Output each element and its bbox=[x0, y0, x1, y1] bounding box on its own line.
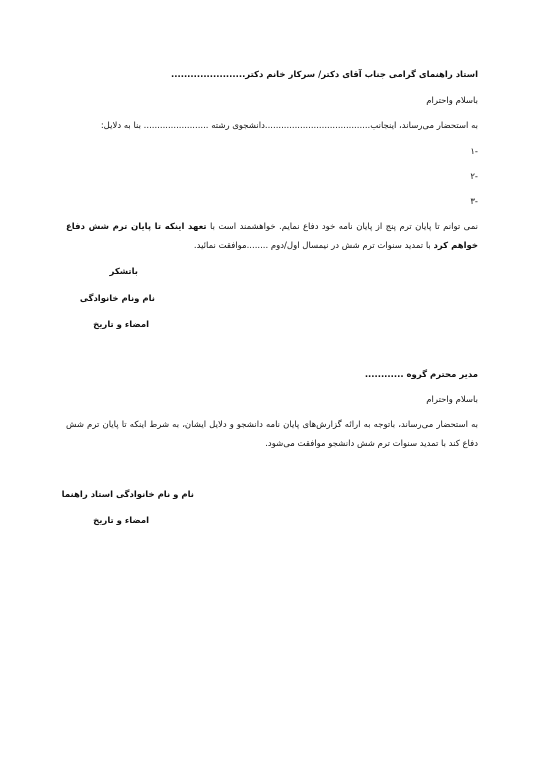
letter2-heading: مدیر محترم گروه ............ bbox=[364, 370, 478, 380]
reason-item-1: -۱ bbox=[470, 147, 478, 157]
request-commitment: تعهد اینکه تا پایان ترم شش دفاع خواهم کرد bbox=[66, 222, 478, 251]
reason-item-2: -۲ bbox=[470, 172, 478, 182]
request-text-2: با تمدید سنوات ترم شش در نیمسال اول/دوم ........موافقت نمائید. bbox=[193, 241, 434, 251]
student-name-label: نام ونام خانوادگی bbox=[79, 294, 155, 304]
letter1-heading: استاد راهنمای گرامی جناب آقای دکتر/ سرکار خانم دکتر....................... bbox=[171, 70, 478, 80]
request-text-1: نمی توانم تا پایان ترم پنج از پایان نامه خود دفاع نمایم. خواهشمند است با bbox=[206, 222, 479, 232]
letter2-greeting: باسلام واحترام bbox=[426, 395, 478, 405]
letter1-request bbox=[66, 218, 478, 256]
reason-item-3: -۳ bbox=[470, 197, 478, 207]
thanks-label: باتشکر bbox=[109, 267, 138, 277]
supervisor-signature-label: امضاء و تاریخ bbox=[93, 516, 149, 526]
letter1-greeting: باسلام واحترام bbox=[426, 96, 478, 106]
letter1-intro: به استحضار می‌رساند، اینجانب.......................................دانشجوی رشته ........................ بنا به دلایل: bbox=[100, 121, 478, 131]
letter2-body: به استحضار می‌رساند، باتوجه به ارائه گزارش‌های پایان نامه دانشجو و دلایل ایشان، به شرط اینکه تا پایان ترم شش دفاع کند با تمدید سنوات ترم شش دانشجو موافقت می‌شود. bbox=[66, 420, 478, 449]
supervisor-name-label: نام و نام خانوادگی استاد راهنما bbox=[61, 490, 194, 500]
student-signature-label: امضاء و تاریخ bbox=[93, 320, 149, 330]
